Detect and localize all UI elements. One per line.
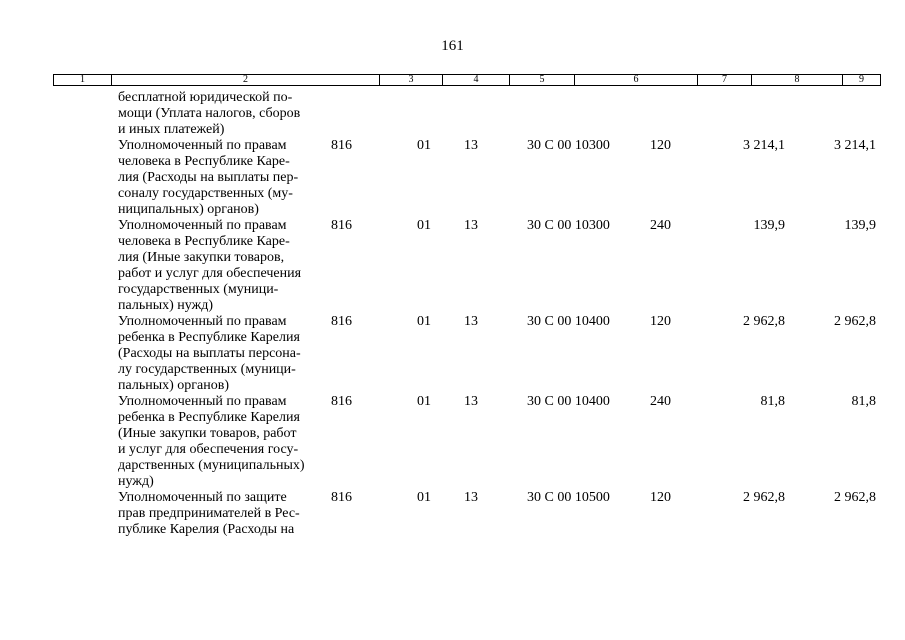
col-8-value: 139,9 bbox=[753, 218, 785, 233]
row-description bbox=[118, 490, 328, 538]
description-line: лия (Иные закупки товаров, bbox=[118, 250, 285, 265]
col-4-value: 01 bbox=[417, 314, 431, 329]
header-col-5: 5 bbox=[510, 75, 575, 85]
col-9-value: 81,8 bbox=[851, 394, 876, 409]
description-line: ниципальных) органов) bbox=[118, 202, 259, 217]
col-4-value: 01 bbox=[417, 138, 431, 153]
col-8-value: 2 962,8 bbox=[743, 314, 785, 329]
col-5-value: 13 bbox=[464, 138, 478, 153]
col-6-value: 30 С 00 10300 bbox=[527, 138, 610, 153]
description-line: прав предпринимателей в Рес- bbox=[118, 506, 300, 521]
col-9-value: 139,9 bbox=[844, 218, 876, 233]
row-description bbox=[118, 90, 328, 138]
description-line: Уполномоченный по правам bbox=[118, 314, 287, 329]
description-line: и услуг для обеспечения госу- bbox=[118, 442, 299, 457]
header-col-4: 4 bbox=[443, 75, 510, 85]
header-col-2: 2 bbox=[112, 75, 380, 85]
page-number: 161 bbox=[441, 38, 464, 54]
description-line: публике Карелия (Расходы на bbox=[118, 522, 295, 537]
description-line: государственных (муници- bbox=[118, 282, 279, 297]
col-5-value: 13 bbox=[464, 394, 478, 409]
col-7-value: 120 bbox=[650, 314, 671, 329]
table-row bbox=[0, 314, 905, 394]
description-line: бесплатной юридической по- bbox=[118, 90, 293, 105]
col-6-value: 30 С 00 10400 bbox=[527, 314, 610, 329]
col-8-value: 81,8 bbox=[760, 394, 785, 409]
description-line: человека в Республике Каре- bbox=[118, 234, 290, 249]
col-7-value: 120 bbox=[650, 138, 671, 153]
description-line: лу государственных (муници- bbox=[118, 362, 296, 377]
col-5-value: 13 bbox=[464, 218, 478, 233]
description-line: человека в Республике Каре- bbox=[118, 154, 290, 169]
table-row bbox=[0, 138, 905, 218]
description-line: ребенка в Республике Карелия bbox=[118, 330, 300, 345]
col-3-value: 816 bbox=[331, 490, 352, 505]
header-col-1: 1 bbox=[54, 75, 112, 85]
header-col-7: 7 bbox=[698, 75, 752, 85]
col-7-value: 240 bbox=[650, 394, 671, 409]
description-line: лия (Расходы на выплаты пер- bbox=[118, 170, 299, 185]
col-9-value: 3 214,1 bbox=[834, 138, 876, 153]
col-6-value: 30 С 00 10500 bbox=[527, 490, 610, 505]
col-7-value: 240 bbox=[650, 218, 671, 233]
col-3-value: 816 bbox=[331, 218, 352, 233]
table-body bbox=[0, 90, 905, 538]
description-line: дарственных (муниципальных) bbox=[118, 458, 305, 473]
col-8-value: 3 214,1 bbox=[743, 138, 785, 153]
description-line: Уполномоченный по правам bbox=[118, 138, 287, 153]
col-6-value: 30 С 00 10400 bbox=[527, 394, 610, 409]
table-header bbox=[53, 74, 881, 86]
row-description bbox=[118, 314, 328, 394]
table-row bbox=[0, 218, 905, 314]
header-col-6: 6 bbox=[575, 75, 698, 85]
col-5-value: 13 bbox=[464, 314, 478, 329]
description-line: ребенка в Республике Карелия bbox=[118, 410, 300, 425]
col-7-value: 120 bbox=[650, 490, 671, 505]
table-row bbox=[0, 394, 905, 490]
description-line: Уполномоченный по защите bbox=[118, 490, 287, 505]
description-line: Уполномоченный по правам bbox=[118, 394, 287, 409]
col-6-value: 30 С 00 10300 bbox=[527, 218, 610, 233]
col-4-value: 01 bbox=[417, 394, 431, 409]
row-description bbox=[118, 218, 328, 314]
description-line: мощи (Уплата налогов, сборов bbox=[118, 106, 301, 121]
description-line: (Иные закупки товаров, работ bbox=[118, 426, 297, 441]
description-line: и иных платежей) bbox=[118, 122, 225, 137]
description-line: Уполномоченный по правам bbox=[118, 218, 287, 233]
description-line: пальных) органов) bbox=[118, 378, 229, 393]
col-4-value: 01 bbox=[417, 490, 431, 505]
row-description bbox=[118, 394, 328, 490]
description-line: (Расходы на выплаты персона- bbox=[118, 346, 301, 361]
header-col-8: 8 bbox=[752, 75, 843, 85]
table-row bbox=[0, 490, 905, 538]
description-line: соналу государственных (му- bbox=[118, 186, 293, 201]
col-3-value: 816 bbox=[331, 394, 352, 409]
description-line: пальных) нужд) bbox=[118, 298, 214, 313]
col-4-value: 01 bbox=[417, 218, 431, 233]
row-description bbox=[118, 138, 328, 218]
table-row bbox=[0, 90, 905, 138]
col-3-value: 816 bbox=[331, 314, 352, 329]
description-line: нужд) bbox=[118, 474, 154, 489]
header-col-3: 3 bbox=[380, 75, 443, 85]
col-5-value: 13 bbox=[464, 490, 478, 505]
col-9-value: 2 962,8 bbox=[834, 490, 876, 505]
col-3-value: 816 bbox=[331, 138, 352, 153]
header-col-9: 9 bbox=[859, 74, 864, 85]
col-8-value: 2 962,8 bbox=[743, 490, 785, 505]
col-9-value: 2 962,8 bbox=[834, 314, 876, 329]
description-line: работ и услуг для обеспечения bbox=[118, 266, 302, 281]
